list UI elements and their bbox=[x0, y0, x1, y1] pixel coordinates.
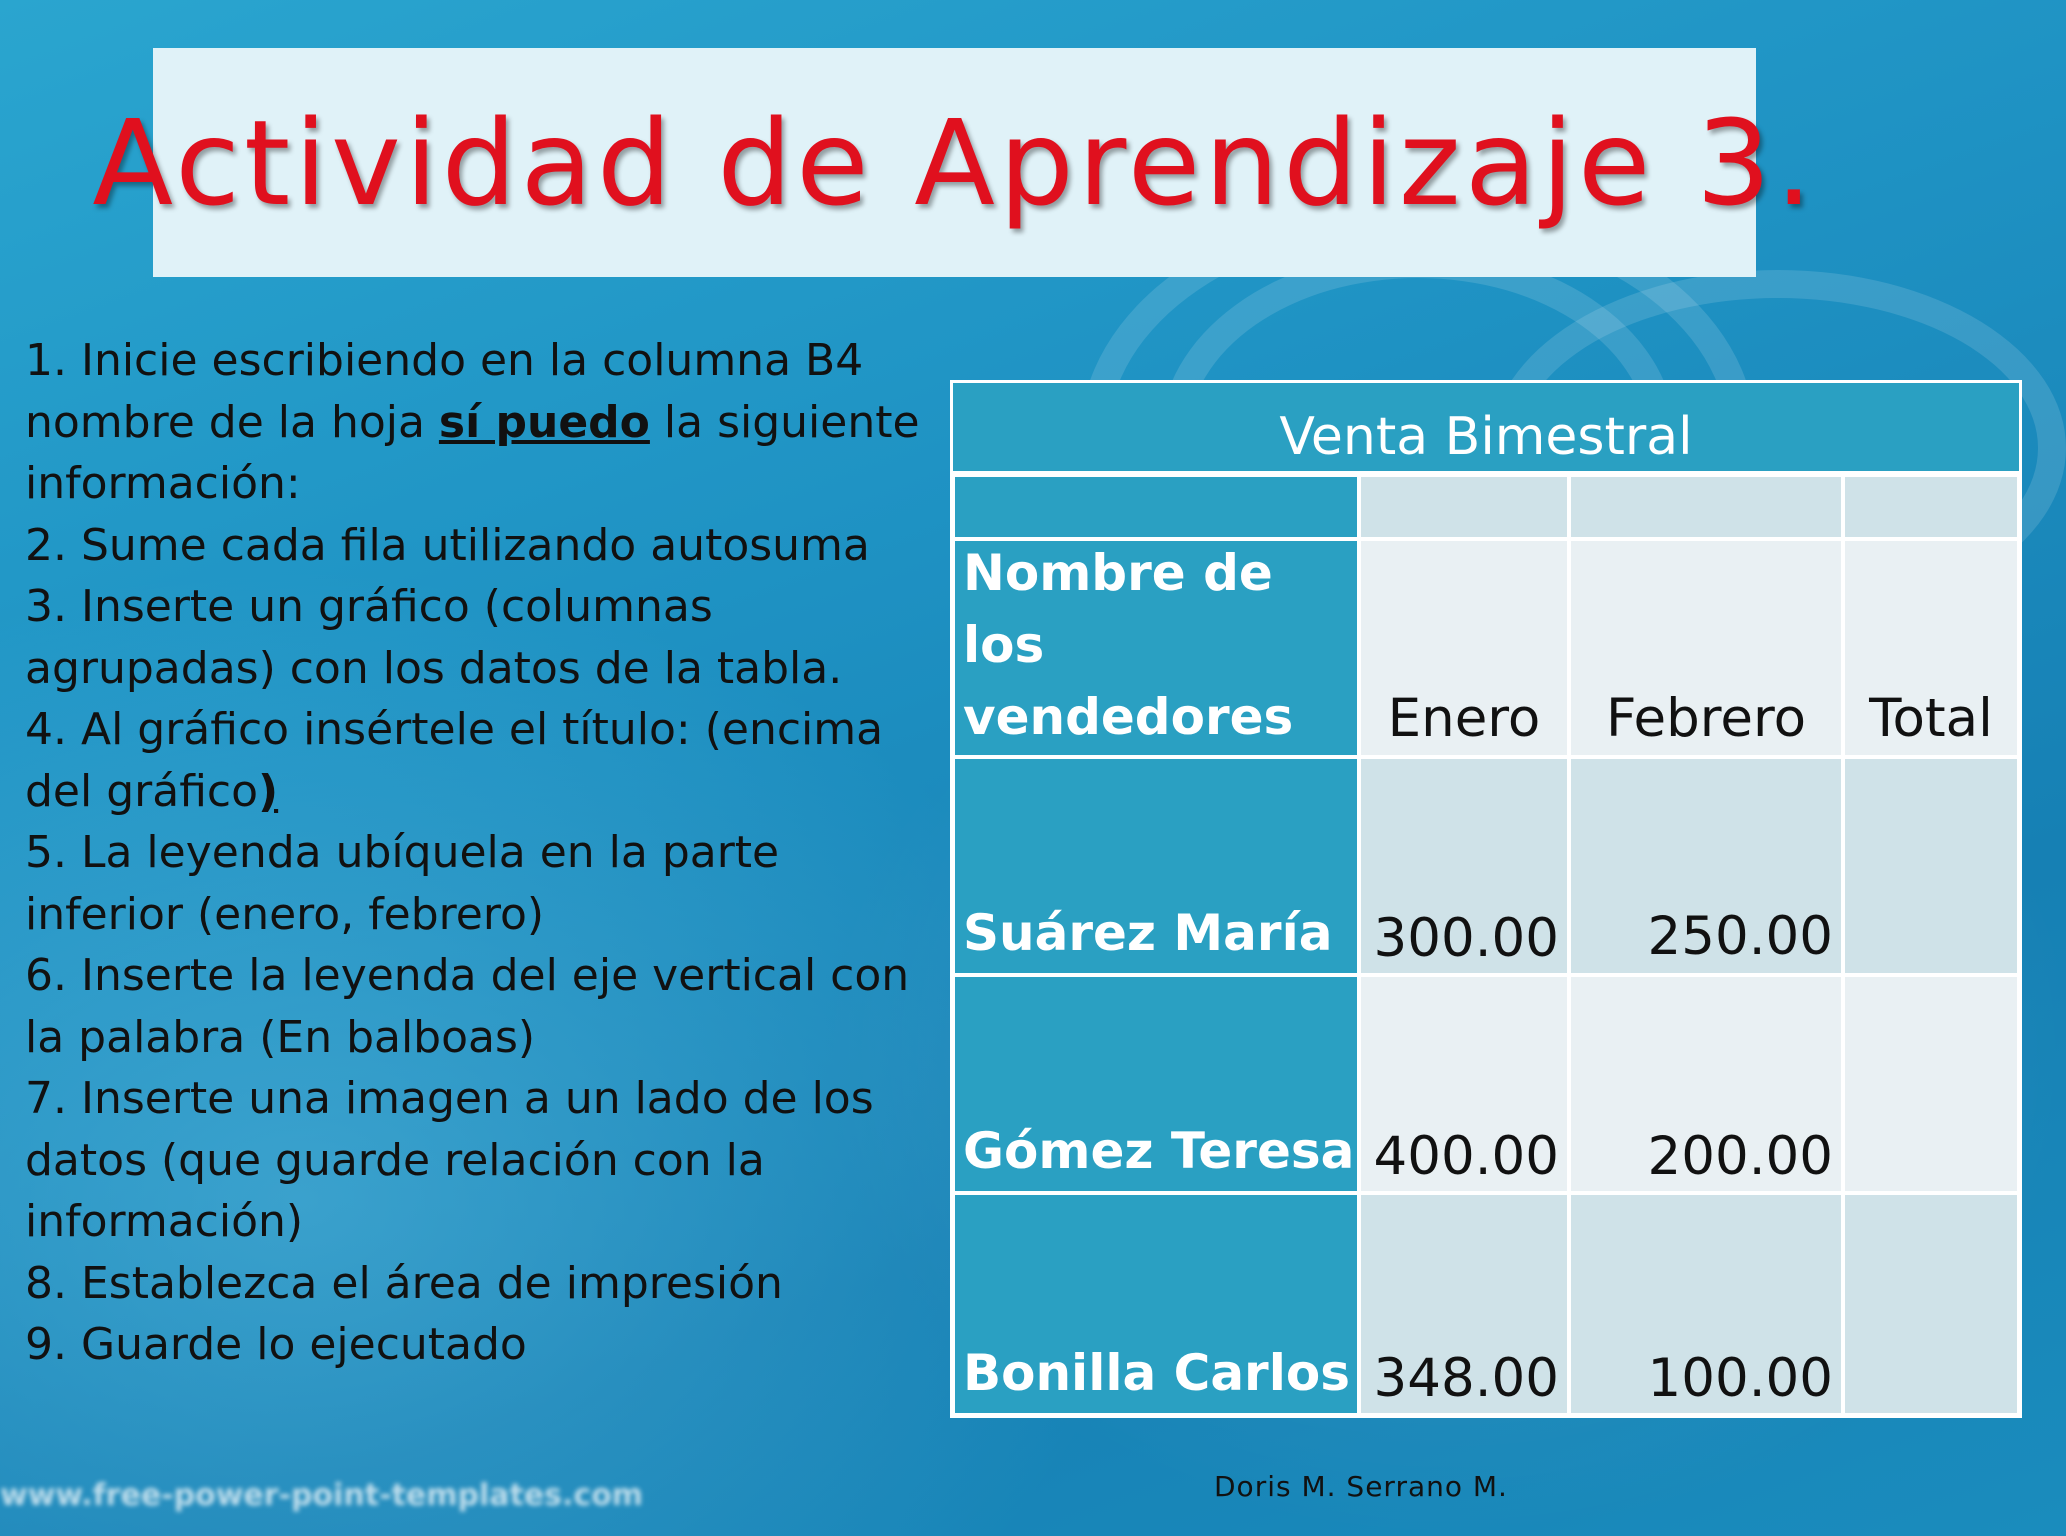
table-cell-enero bbox=[1359, 975, 1569, 1193]
column-header-label: Febrero bbox=[1605, 688, 1807, 749]
slide-title: Actividad de Aprendizaje 3. bbox=[92, 93, 1817, 232]
table-cell-total bbox=[1843, 975, 2019, 1193]
table-cell-empty bbox=[1569, 475, 1843, 539]
instruction-line: 3. Inserte un gráfico (columnas bbox=[25, 581, 713, 632]
table-cell-enero bbox=[1359, 1193, 1569, 1415]
instruction-line: 2. Sume cada fila utilizando autosuma bbox=[25, 519, 870, 571]
table-title: Venta Bimestral bbox=[953, 383, 2019, 475]
column-header-label: Enero bbox=[1387, 688, 1541, 749]
instruction-line: 8. Establezca el área de impresión bbox=[25, 1257, 783, 1309]
seller-name: Bonilla Carlos bbox=[963, 1344, 1350, 1402]
column-header-total bbox=[1843, 539, 2019, 757]
table-cell-total bbox=[1843, 1193, 2019, 1415]
sales-table bbox=[950, 380, 2022, 1418]
instruction-line: información) bbox=[25, 1196, 304, 1247]
instruction-line: agrupadas) con los datos de la tabla. bbox=[25, 642, 843, 694]
template-url-watermark: www.free-power-point-templates.com bbox=[0, 1478, 644, 1513]
instruction-emphasis: ) bbox=[258, 765, 279, 817]
instruction-text: nombre de la hoja bbox=[25, 396, 439, 448]
value-febrero: 200.00 bbox=[1647, 1126, 1833, 1187]
column-header-label: Total bbox=[1869, 688, 1993, 749]
table-row-name bbox=[953, 757, 1359, 975]
instruction-line: datos (que guarde relación con la bbox=[25, 1134, 765, 1186]
table-cell-febrero bbox=[1569, 1193, 1843, 1415]
value-enero: 300.00 bbox=[1373, 908, 1559, 969]
column-header-name-line: Nombre de los bbox=[963, 544, 1273, 674]
instruction-line: información: bbox=[25, 458, 301, 509]
table-cell-empty bbox=[1359, 475, 1569, 539]
title-box bbox=[92, 48, 1817, 277]
seller-name: Gómez Teresa bbox=[963, 1122, 1355, 1180]
instruction-line: la palabra (En balboas) bbox=[25, 1011, 536, 1063]
instruction-text: del gráfico bbox=[25, 765, 259, 817]
sheet-name-emphasis: sí puedo bbox=[438, 396, 650, 448]
instruction-line: inferior (enero, febrero) bbox=[25, 888, 545, 940]
instruction-line: 9. Guarde lo ejecutado bbox=[25, 1319, 527, 1370]
value-febrero: 100.00 bbox=[1647, 1348, 1833, 1409]
table-cell-empty bbox=[1843, 475, 2019, 539]
instruction-line: 5. La leyenda ubíquela en la parte bbox=[25, 827, 780, 878]
value-enero: 348.00 bbox=[1373, 1348, 1559, 1409]
table-cell-empty bbox=[953, 475, 1359, 539]
table-row-name bbox=[953, 1193, 1359, 1415]
instruction-line: 1. Inicie escribiendo en la columna B4 bbox=[25, 335, 864, 386]
instructions-list bbox=[25, 330, 920, 1376]
value-febrero: 250.00 bbox=[1647, 906, 1833, 967]
table-cell-total bbox=[1843, 757, 2019, 975]
seller-name: Suárez María bbox=[963, 904, 1333, 962]
instruction-line: 6. Inserte la leyenda del eje vertical con bbox=[25, 950, 910, 1001]
column-header-name-line: vendedores bbox=[963, 688, 1294, 746]
instruction-line: 4. Al gráfico insértele el título: (encima bbox=[25, 704, 884, 755]
instruction-line bbox=[25, 761, 875, 823]
column-header-name bbox=[953, 539, 1359, 757]
instruction-line bbox=[25, 392, 920, 454]
table-cell-febrero bbox=[1569, 975, 1843, 1193]
column-header-enero bbox=[1359, 539, 1569, 757]
author-credit: Doris M. Serrano M. bbox=[1214, 1470, 1508, 1503]
value-enero: 400.00 bbox=[1373, 1126, 1559, 1187]
column-header-febrero bbox=[1569, 539, 1843, 757]
table-cell-febrero bbox=[1569, 757, 1843, 975]
instruction-line: 7. Inserte una imagen a un lado de los bbox=[25, 1073, 874, 1124]
table-row-name bbox=[953, 975, 1359, 1193]
table-cell-enero bbox=[1359, 757, 1569, 975]
instruction-text: la siguiente bbox=[649, 396, 920, 448]
